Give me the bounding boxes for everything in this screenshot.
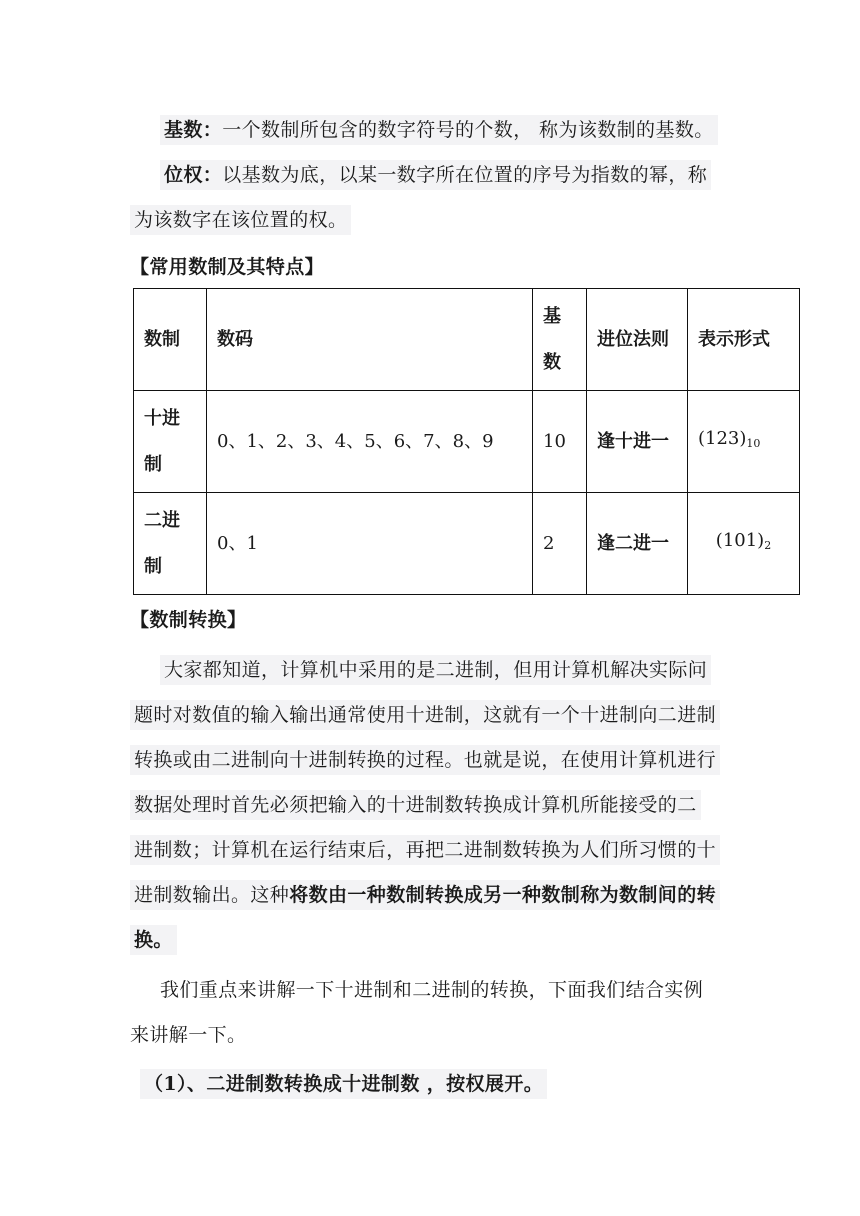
header-system: 数制: [134, 289, 207, 391]
subheading-binary-to-decimal: （1）、二进制数转换成十进制数 ，按权展开。: [140, 1069, 547, 1099]
cell-digits: 0、1: [207, 493, 533, 595]
cell-form: $(101)_2$: [688, 493, 800, 595]
cell-system: 十进 制: [134, 391, 207, 493]
paragraph-line: 数据处理时首先必须把输入的十进制数转换成计算机所能接受的二: [130, 790, 701, 820]
cell-base: 10: [533, 391, 587, 493]
cell-base: 2: [533, 493, 587, 595]
paragraph-line: 题时对数值的输入输出通常使用十进制，这就有一个十进制向二进制: [130, 700, 720, 730]
definition-base-term: 基数：: [164, 119, 223, 141]
section-title-conversion: 【数制转换】: [130, 609, 247, 631]
paragraph-line: 大家都知道，计算机中采用的是二进制，但用计算机解决实际问: [160, 655, 711, 685]
paragraph-line: [130, 880, 720, 910]
definition-weight: [160, 160, 711, 190]
section-title-common-systems: 【常用数制及其特点】: [130, 256, 325, 278]
definition-weight-cont: 为该数字在该位置的权。: [130, 205, 351, 235]
cell-rule: 逢二进一: [587, 493, 688, 595]
cell-rule: 逢十进一: [587, 391, 688, 493]
cell-form: $(123)_{10}$: [688, 391, 800, 493]
header-digits: 数码: [207, 289, 533, 391]
header-rule: 进位法则: [587, 289, 688, 391]
definition-base: [160, 115, 718, 145]
table-header-row: [134, 289, 800, 391]
paragraph-text: 进制数输出。这种: [134, 884, 290, 906]
table-row: [134, 493, 800, 595]
table-row: [134, 391, 800, 493]
number-system-table: [133, 288, 800, 595]
cell-system: 二进 制: [134, 493, 207, 595]
paragraph-line: 进制数；计算机在运行结束后，再把二进制数转换为人们所习惯的十: [130, 835, 720, 865]
paragraph-line: 我们重点来讲解一下十进制和二进制的转换，下面我们结合实例: [160, 979, 704, 1001]
definition-base-text: 一个数制所包含的数字符号的个数， 称为该数制的基数。: [222, 119, 714, 141]
header-base: 基 数: [533, 289, 587, 391]
header-form: 表示形式: [688, 289, 800, 391]
paragraph-line: 来讲解一下。: [130, 1024, 247, 1046]
paragraph-line: 转换或由二进制向十进制转换的过程。也就是说，在使用计算机进行: [130, 745, 720, 775]
paragraph-line: 换。: [130, 925, 177, 955]
paragraph-emphasis: 将数由一种数制转换成另一种数制称为数制间的转: [289, 884, 717, 906]
definition-weight-text: 以基数为底，以某一数字所在位置的序号为指数的幂，称: [222, 164, 708, 186]
cell-digits: 0、1、2、3、4、5、6、7、8、9: [207, 391, 533, 493]
definition-weight-term: 位权：: [164, 164, 223, 186]
